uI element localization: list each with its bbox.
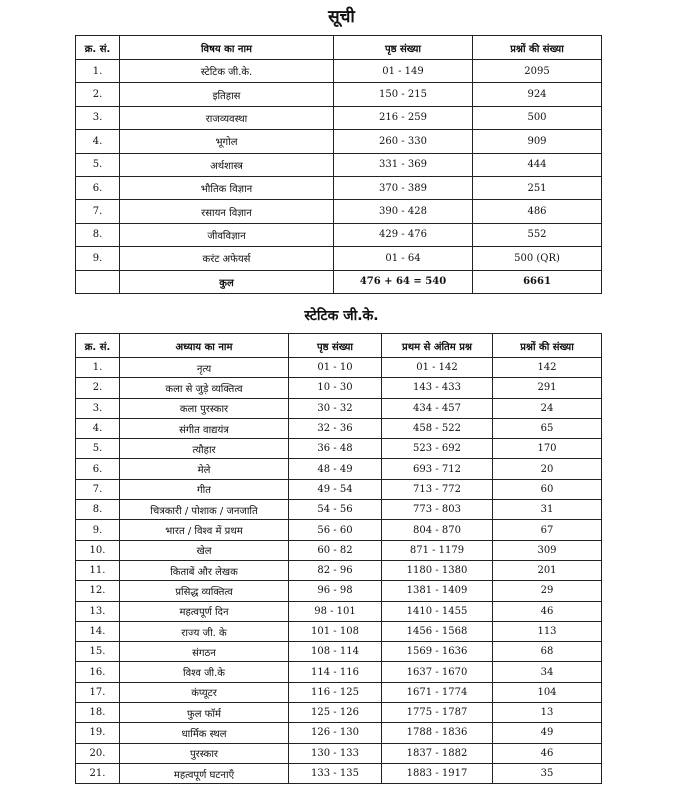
- cell-name: किताबें और लेखक: [120, 560, 289, 580]
- table-row: [76, 682, 602, 702]
- cell-sn: 16.: [76, 662, 120, 682]
- cell-pages: 82 - 96: [289, 560, 382, 580]
- table-row: [76, 223, 602, 246]
- section-title: स्टेटिक जी.के.: [304, 308, 379, 324]
- cell-sn: 5.: [76, 153, 120, 176]
- cell-count: 142: [493, 358, 602, 378]
- cell-name: संगठन: [120, 642, 289, 662]
- table-row: [76, 581, 602, 601]
- cell-range: 693 - 712: [382, 459, 493, 479]
- table-row: [76, 439, 602, 459]
- total-serial: [76, 270, 120, 293]
- cell-sn: 7.: [76, 479, 120, 499]
- cell-pages: 126 - 130: [289, 723, 382, 743]
- table-row: [76, 106, 602, 129]
- cell-range: 523 - 692: [382, 439, 493, 459]
- cell-name: जीवविज्ञान: [120, 223, 334, 246]
- cell-name: राजव्यवस्था: [120, 106, 334, 129]
- cell-sn: 9.: [76, 520, 120, 540]
- table-row: [76, 560, 602, 580]
- table-header-row: [76, 36, 602, 60]
- cell-count: 309: [493, 540, 602, 560]
- cell-count: 251: [473, 176, 602, 199]
- cell-pages: 36 - 48: [289, 439, 382, 459]
- cell-count: 49: [493, 723, 602, 743]
- cell-pages: 98 - 101: [289, 601, 382, 621]
- cell-pages: 130 - 133: [289, 743, 382, 763]
- header-question-range: प्रथम से अंतिम प्रश्न: [382, 334, 493, 358]
- cell-pages: 133 - 135: [289, 763, 382, 783]
- cell-sn: 4.: [76, 418, 120, 438]
- cell-count: 34: [493, 662, 602, 682]
- cell-pages: 331 - 369: [334, 153, 473, 176]
- table-row: [76, 642, 602, 662]
- total-row: [76, 270, 602, 293]
- cell-count: 67: [493, 520, 602, 540]
- cell-name: कला से जुड़े व्यक्तित्व: [120, 378, 289, 398]
- total-pages: 476 + 64 = 540: [334, 270, 473, 293]
- cell-pages: 48 - 49: [289, 459, 382, 479]
- cell-count: 65: [493, 418, 602, 438]
- chapter-index-table: [75, 333, 602, 784]
- header-pages: पृष्ठ संख्या: [334, 36, 473, 60]
- cell-sn: 7.: [76, 200, 120, 223]
- cell-range: 1456 - 1568: [382, 621, 493, 641]
- cell-sn: 18.: [76, 703, 120, 723]
- header-serial: क्र. सं.: [76, 36, 120, 60]
- table-row: [76, 358, 602, 378]
- table-row: [76, 200, 602, 223]
- cell-range: 1837 - 1882: [382, 743, 493, 763]
- cell-name: फुल फॉर्म: [120, 703, 289, 723]
- cell-sn: 15.: [76, 642, 120, 662]
- header-pages: पृष्ठ संख्या: [289, 334, 382, 358]
- table-row: [76, 153, 602, 176]
- table-row: [76, 500, 602, 520]
- cell-range: 871 - 1179: [382, 540, 493, 560]
- cell-name: त्यौहार: [120, 439, 289, 459]
- cell-name: करंट अफेयर्स: [120, 247, 334, 270]
- table-row: [76, 398, 602, 418]
- cell-count: 29: [493, 581, 602, 601]
- subject-index-table: [75, 35, 602, 294]
- cell-count: 104: [493, 682, 602, 702]
- cell-pages: 150 - 215: [334, 83, 473, 106]
- table-row: [76, 83, 602, 106]
- cell-count: 909: [473, 130, 602, 153]
- table-row: [76, 418, 602, 438]
- cell-name: स्टेटिक जी.के.: [120, 60, 334, 83]
- table-row: [76, 703, 602, 723]
- cell-range: 1671 - 1774: [382, 682, 493, 702]
- cell-pages: 370 - 389: [334, 176, 473, 199]
- cell-pages: 01 - 10: [289, 358, 382, 378]
- cell-pages: 114 - 116: [289, 662, 382, 682]
- table-row: [76, 247, 602, 270]
- cell-sn: 5.: [76, 439, 120, 459]
- cell-pages: 01 - 64: [334, 247, 473, 270]
- cell-count: 68: [493, 642, 602, 662]
- table-row: [76, 520, 602, 540]
- cell-count: 500: [473, 106, 602, 129]
- cell-sn: 2.: [76, 378, 120, 398]
- header-subject: विषय का नाम: [120, 36, 334, 60]
- header-chapter: अध्याय का नाम: [120, 334, 289, 358]
- cell-pages: 01 - 149: [334, 60, 473, 83]
- cell-count: 2095: [473, 60, 602, 83]
- cell-pages: 30 - 32: [289, 398, 382, 418]
- cell-sn: 1.: [76, 60, 120, 83]
- cell-count: 291: [493, 378, 602, 398]
- cell-name: भारत / विश्व में प्रथम: [120, 520, 289, 540]
- header-question-count: प्रश्नों की संख्या: [473, 36, 602, 60]
- cell-name: राज्य जी. के: [120, 621, 289, 641]
- cell-sn: 1.: [76, 358, 120, 378]
- cell-sn: 13.: [76, 601, 120, 621]
- cell-name: महत्वपूर्ण घटनाएँ: [120, 763, 289, 783]
- cell-name: प्रसिद्ध व्यक्तित्व: [120, 581, 289, 601]
- cell-pages: 96 - 98: [289, 581, 382, 601]
- cell-pages: 429 - 476: [334, 223, 473, 246]
- cell-name: महत्वपूर्ण दिन: [120, 601, 289, 621]
- cell-name: कंप्यूटर: [120, 682, 289, 702]
- cell-count: 552: [473, 223, 602, 246]
- cell-sn: 2.: [76, 83, 120, 106]
- table-row: [76, 601, 602, 621]
- cell-count: 46: [493, 601, 602, 621]
- table-row: [76, 621, 602, 641]
- cell-range: 1883 - 1917: [382, 763, 493, 783]
- cell-pages: 49 - 54: [289, 479, 382, 499]
- cell-sn: 6.: [76, 459, 120, 479]
- cell-pages: 260 - 330: [334, 130, 473, 153]
- table-row: [76, 723, 602, 743]
- cell-pages: 216 - 259: [334, 106, 473, 129]
- table-row: [76, 540, 602, 560]
- cell-count: 170: [493, 439, 602, 459]
- total-label: कुल: [120, 270, 334, 293]
- cell-pages: 390 - 428: [334, 200, 473, 223]
- cell-range: 773 - 803: [382, 500, 493, 520]
- cell-pages: 10 - 30: [289, 378, 382, 398]
- total-count: 6661: [473, 270, 602, 293]
- cell-sn: 3.: [76, 106, 120, 129]
- cell-count: 13: [493, 703, 602, 723]
- cell-count: 444: [473, 153, 602, 176]
- table-row: [76, 479, 602, 499]
- cell-sn: 20.: [76, 743, 120, 763]
- cell-range: 804 - 870: [382, 520, 493, 540]
- cell-name: नृत्य: [120, 358, 289, 378]
- cell-name: खेल: [120, 540, 289, 560]
- cell-count: 46: [493, 743, 602, 763]
- cell-pages: 101 - 108: [289, 621, 382, 641]
- table-row: [76, 176, 602, 199]
- cell-range: 458 - 522: [382, 418, 493, 438]
- table-row: [76, 763, 602, 783]
- header-serial: क्र. सं.: [76, 334, 120, 358]
- cell-name: इतिहास: [120, 83, 334, 106]
- cell-sn: 6.: [76, 176, 120, 199]
- table-row: [76, 130, 602, 153]
- cell-count: 486: [473, 200, 602, 223]
- cell-name: पुरस्कार: [120, 743, 289, 763]
- cell-pages: 54 - 56: [289, 500, 382, 520]
- cell-range: 01 - 142: [382, 358, 493, 378]
- table-header-row: [76, 334, 602, 358]
- cell-sn: 21.: [76, 763, 120, 783]
- cell-range: 143 - 433: [382, 378, 493, 398]
- cell-name: मेले: [120, 459, 289, 479]
- table-row: [76, 743, 602, 763]
- cell-count: 35: [493, 763, 602, 783]
- cell-pages: 125 - 126: [289, 703, 382, 723]
- page-title: सूची: [328, 7, 355, 27]
- table-row: [76, 459, 602, 479]
- cell-sn: 8.: [76, 223, 120, 246]
- cell-count: 924: [473, 83, 602, 106]
- cell-count: 31: [493, 500, 602, 520]
- cell-sn: 17.: [76, 682, 120, 702]
- cell-sn: 4.: [76, 130, 120, 153]
- cell-count: 201: [493, 560, 602, 580]
- cell-range: 1788 - 1836: [382, 723, 493, 743]
- cell-sn: 19.: [76, 723, 120, 743]
- table-row: [76, 662, 602, 682]
- cell-sn: 9.: [76, 247, 120, 270]
- cell-range: 1569 - 1636: [382, 642, 493, 662]
- cell-pages: 32 - 36: [289, 418, 382, 438]
- cell-count: 20: [493, 459, 602, 479]
- cell-sn: 10.: [76, 540, 120, 560]
- cell-pages: 60 - 82: [289, 540, 382, 560]
- cell-name: अर्थशास्त्र: [120, 153, 334, 176]
- cell-name: भौतिक विज्ञान: [120, 176, 334, 199]
- cell-range: 1381 - 1409: [382, 581, 493, 601]
- cell-name: गीत: [120, 479, 289, 499]
- header-question-count: प्रश्नों की संख्या: [493, 334, 602, 358]
- cell-pages: 108 - 114: [289, 642, 382, 662]
- cell-range: 1410 - 1455: [382, 601, 493, 621]
- cell-sn: 3.: [76, 398, 120, 418]
- cell-name: चित्रकारी / पोशाक / जनजाति: [120, 500, 289, 520]
- cell-name: कला पुरस्कार: [120, 398, 289, 418]
- table-row: [76, 378, 602, 398]
- cell-range: 713 - 772: [382, 479, 493, 499]
- cell-count: 60: [493, 479, 602, 499]
- cell-count: 24: [493, 398, 602, 418]
- cell-name: भूगोल: [120, 130, 334, 153]
- cell-range: 1775 - 1787: [382, 703, 493, 723]
- cell-name: धार्मिक स्थल: [120, 723, 289, 743]
- cell-sn: 14.: [76, 621, 120, 641]
- cell-sn: 12.: [76, 581, 120, 601]
- cell-pages: 56 - 60: [289, 520, 382, 540]
- cell-range: 1180 - 1380: [382, 560, 493, 580]
- cell-range: 1637 - 1670: [382, 662, 493, 682]
- cell-count: 500 (QR): [473, 247, 602, 270]
- cell-sn: 11.: [76, 560, 120, 580]
- cell-name: संगीत वाद्ययंत्र: [120, 418, 289, 438]
- table-row: [76, 60, 602, 83]
- cell-name: रसायन विज्ञान: [120, 200, 334, 223]
- cell-sn: 8.: [76, 500, 120, 520]
- cell-range: 434 - 457: [382, 398, 493, 418]
- cell-count: 113: [493, 621, 602, 641]
- cell-pages: 116 - 125: [289, 682, 382, 702]
- cell-name: विश्व जी.के: [120, 662, 289, 682]
